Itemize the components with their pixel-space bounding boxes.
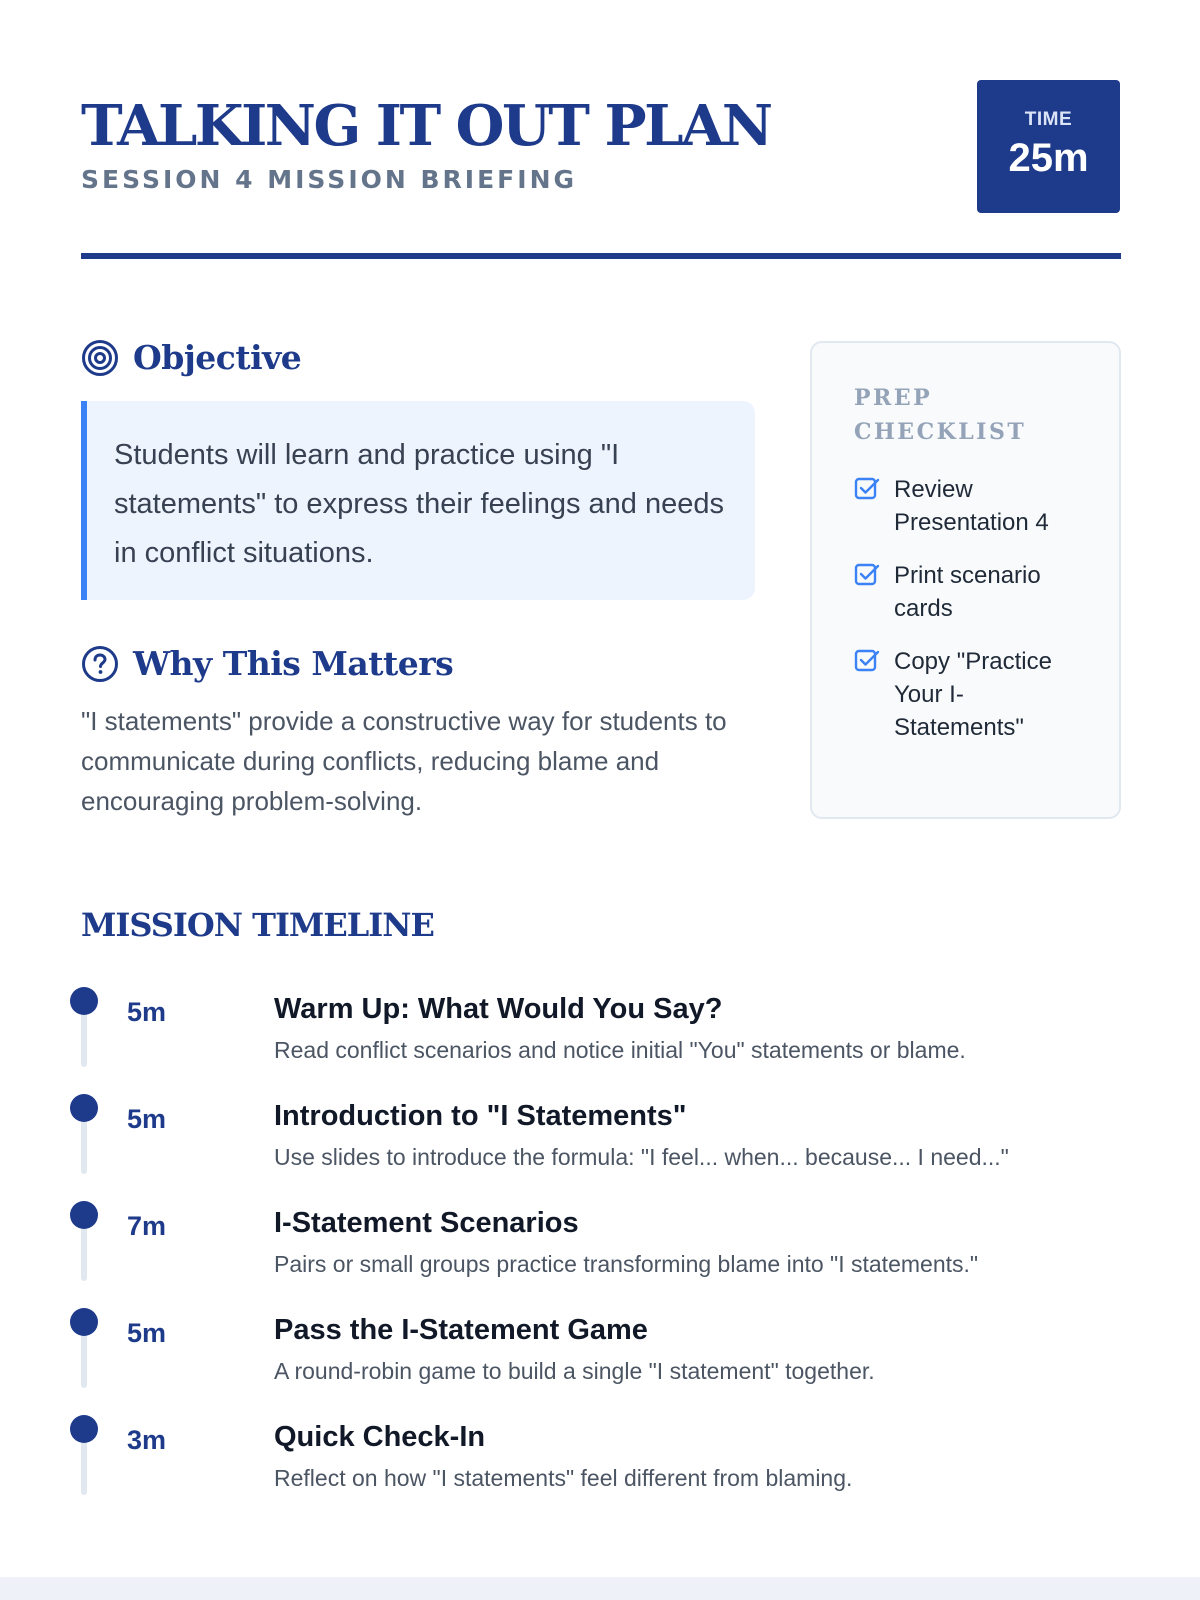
page-bottom-edge — [0, 1577, 1200, 1600]
objective-heading — [81, 338, 301, 377]
checklist-item-label: Review Presentation 4 — [894, 476, 1049, 536]
time-value: 25m — [1008, 136, 1089, 180]
timeline-step-description: Pairs or small groups practice transforming blame into "I statements." — [274, 1251, 979, 1277]
timeline — [68, 985, 1128, 1520]
prep-checklist — [810, 341, 1121, 819]
timeline-step-description: Use slides to introduce the formula: "I feel... when... because... I need..." — [274, 1144, 1009, 1170]
timeline-item — [68, 1413, 1128, 1520]
page-subtitle: SESSION 4 MISSION BRIEFING — [81, 165, 578, 194]
timeline-step-description: A round-robin game to build a single "I statement" together. — [274, 1358, 875, 1384]
timeline-step-title: Warm Up: What Would You Say? — [274, 993, 723, 1025]
question-circle-icon — [81, 645, 119, 683]
timeline-dot — [70, 1308, 98, 1336]
why-heading — [81, 644, 453, 683]
objective-callout: Students will learn and practice using "I statements" to express their feelings and needs in conflict situations. — [81, 401, 755, 600]
timeline-step-description: Read conflict scenarios and notice initial "You" statements or blame. — [274, 1037, 966, 1063]
time-label: TIME — [1024, 109, 1073, 130]
page-title: TALKING IT OUT PLAN — [81, 93, 771, 159]
why-title: Why This Matters — [133, 644, 454, 683]
checkbox-checked-icon — [854, 648, 880, 674]
timeline-dot — [70, 1201, 98, 1229]
checklist-item — [854, 473, 1099, 539]
header-divider — [81, 253, 1121, 259]
timeline-item — [68, 1092, 1128, 1199]
timeline-step-title: I-Statement Scenarios — [274, 1207, 579, 1239]
timeline-item — [68, 1199, 1128, 1306]
objective-title: Objective — [133, 338, 302, 377]
timeline-duration: 3m — [127, 1425, 167, 1455]
target-icon — [81, 339, 119, 377]
timeline-duration: 5m — [127, 1104, 167, 1134]
timeline-duration: 7m — [127, 1211, 167, 1241]
timeline-dot — [70, 987, 98, 1015]
timeline-item — [68, 985, 1128, 1092]
timeline-title: MISSION TIMELINE — [81, 906, 434, 944]
timeline-step-title: Quick Check-In — [274, 1421, 486, 1453]
checklist-item-label: Copy "Practice Your I-Statements" — [894, 648, 1052, 741]
timeline-duration: 5m — [127, 1318, 167, 1348]
checklist-item — [854, 559, 1099, 625]
checkbox-checked-icon — [854, 476, 880, 502]
time-badge — [977, 80, 1120, 213]
timeline-step-title: Pass the I-Statement Game — [274, 1314, 648, 1346]
timeline-step-title: Introduction to "I Statements" — [274, 1100, 687, 1132]
checklist-item — [854, 645, 1099, 744]
checklist-item-label: Print scenario cards — [894, 562, 1041, 622]
timeline-step-description: Reflect on how "I statements" feel different from blaming. — [274, 1465, 853, 1491]
checkbox-checked-icon — [854, 562, 880, 588]
header — [81, 80, 1121, 262]
timeline-item — [68, 1306, 1128, 1413]
timeline-dot — [70, 1415, 98, 1443]
timeline-duration: 5m — [127, 997, 167, 1027]
checklist-title: PREP CHECKLIST — [854, 385, 1027, 445]
timeline-dot — [70, 1094, 98, 1122]
why-text: "I statements" provide a constructive way for students to communicate during conflicts, reducing blame and encouraging problem-solving. — [81, 706, 727, 816]
